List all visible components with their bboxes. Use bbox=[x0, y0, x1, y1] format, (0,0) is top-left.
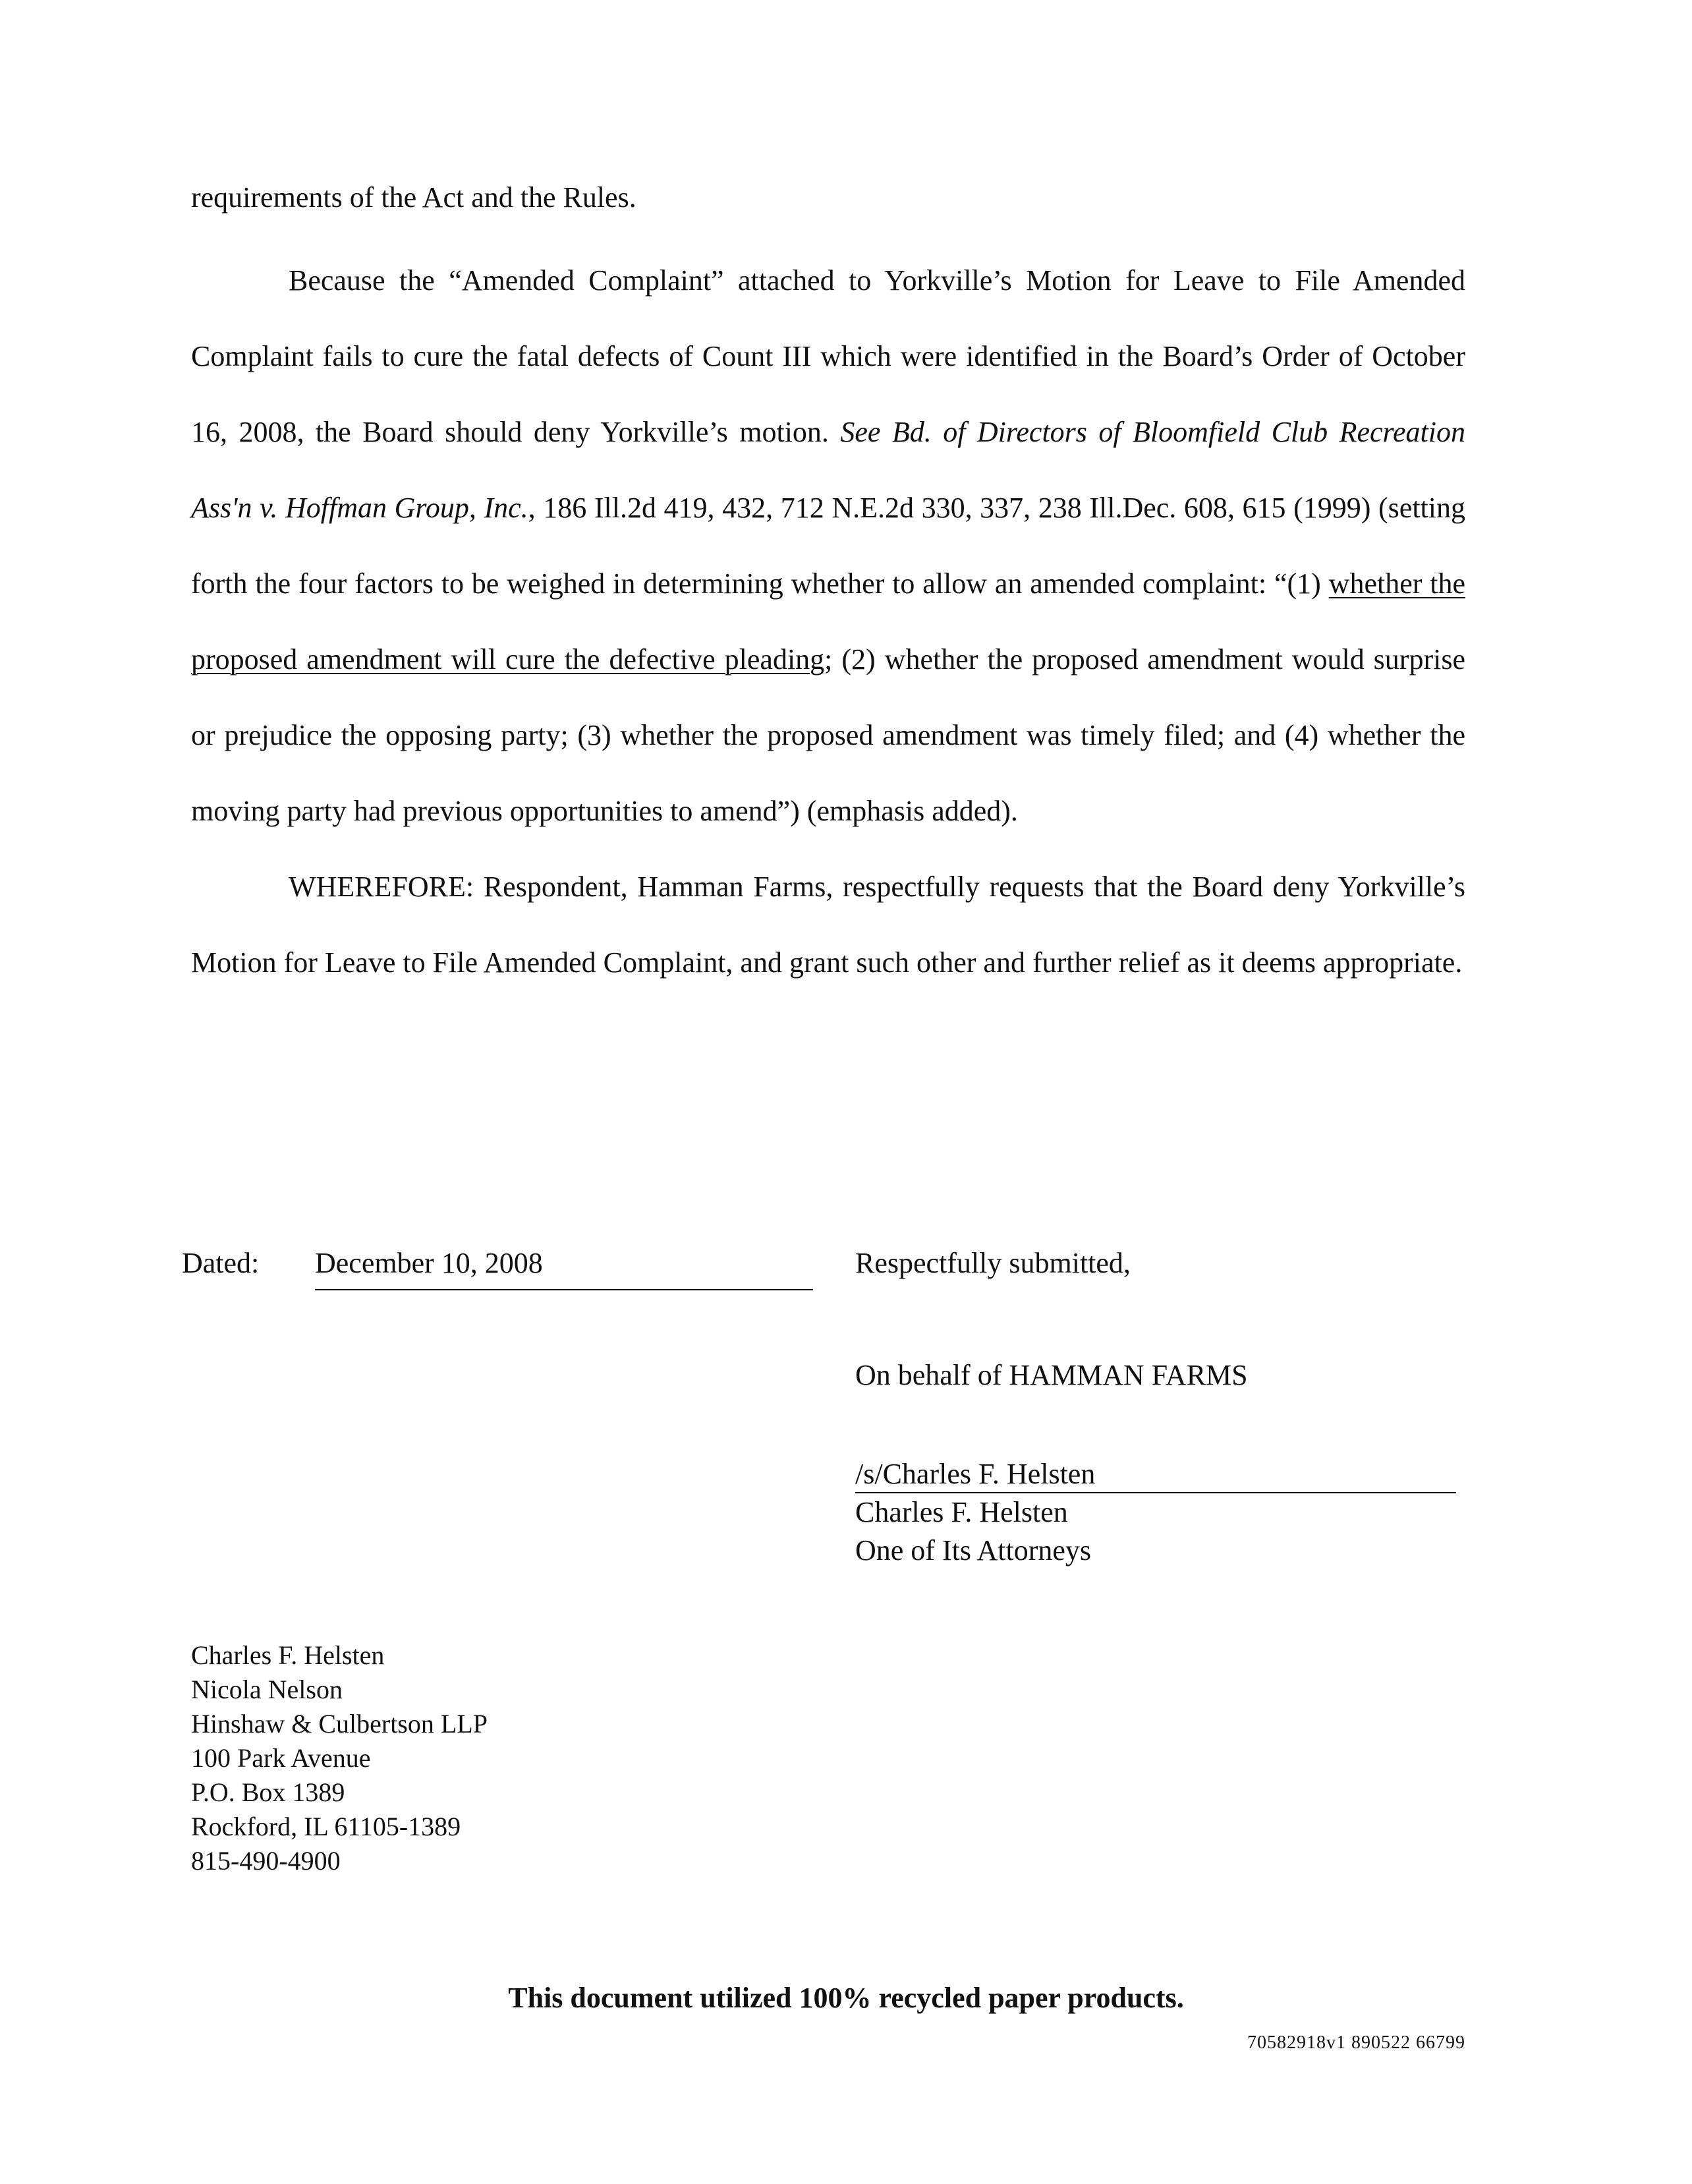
address-line: Charles F. Helsten bbox=[191, 1640, 385, 1670]
address-line: P.O. Box 1389 bbox=[191, 1777, 345, 1807]
paragraph-argument-text-2: , 186 Ill.2d 419, 432, 712 N.E.2d 330, 337, 238 Ill.Dec. 608, 615 (1999) (setting forth the four factors to be weighed in determining whether to allow an amended complaint: “(1) bbox=[191, 492, 1465, 600]
case-citation: See Bd. of Directors of Bloomfield Club Recreation Ass'n v. Hoffman Group, Inc. bbox=[191, 416, 1466, 524]
respectfully-submitted: Respectfully submitted, bbox=[855, 1247, 1131, 1279]
address-line: 815-490-4900 bbox=[191, 1846, 341, 1876]
address-line: Rockford, IL 61105-1389 bbox=[191, 1812, 461, 1841]
attorney-address-block bbox=[191, 1638, 488, 1878]
date-underline bbox=[315, 1289, 813, 1290]
paragraph-argument-text-3: ; (2) whether the proposed amendment would surprise or prejudice the opposing party; (3) whether the proposed amendment was timely filed; and (4) whether the moving party had previous opportunities to amend”) (emphasis added). bbox=[191, 643, 1465, 827]
signer-role: One of Its Attorneys bbox=[855, 1534, 1092, 1566]
date-value: December 10, 2008 bbox=[315, 1247, 543, 1279]
e-signature: /s/Charles F. Helsten bbox=[855, 1458, 1096, 1490]
address-line: Nicola Nelson bbox=[191, 1675, 343, 1704]
paragraph-argument bbox=[191, 243, 1465, 849]
paragraph-wherefore: WHEREFORE: Respondent, Hamman Farms, respectfully requests that the Board deny Yorkville’s Motion for Leave to File Amended Complaint, and grant such other and further relief as it deems appropriate. bbox=[191, 871, 1465, 979]
recycled-paper-note: This document utilized 100% recycled paper products. bbox=[508, 1982, 1184, 2014]
document-id: 70582918v1 890522 66799 bbox=[1247, 2032, 1465, 2053]
dated-label: Dated: bbox=[182, 1247, 260, 1279]
signer-name: Charles F. Helsten bbox=[855, 1496, 1068, 1528]
address-line: Hinshaw & Culbertson LLP bbox=[191, 1709, 488, 1739]
main-body bbox=[191, 243, 1465, 1000]
on-behalf-of: On behalf of HAMMAN FARMS bbox=[855, 1359, 1248, 1391]
emphasized-factor: whether the proposed amendment will cure the defective pleading bbox=[191, 567, 1465, 675]
address-line: 100 Park Avenue bbox=[191, 1743, 371, 1773]
paragraph-argument-text-1: Because the “Amended Complaint” attached to Yorkville’s Motion for Leave to File Amended Complaint fails to cure the fatal defects of Count III which were identified in the Board’s Order of October 16, 2008, the Board should deny Yorkville’s motion. bbox=[191, 264, 1465, 448]
continuation-line: requirements of the Act and the Rules. bbox=[191, 181, 636, 214]
